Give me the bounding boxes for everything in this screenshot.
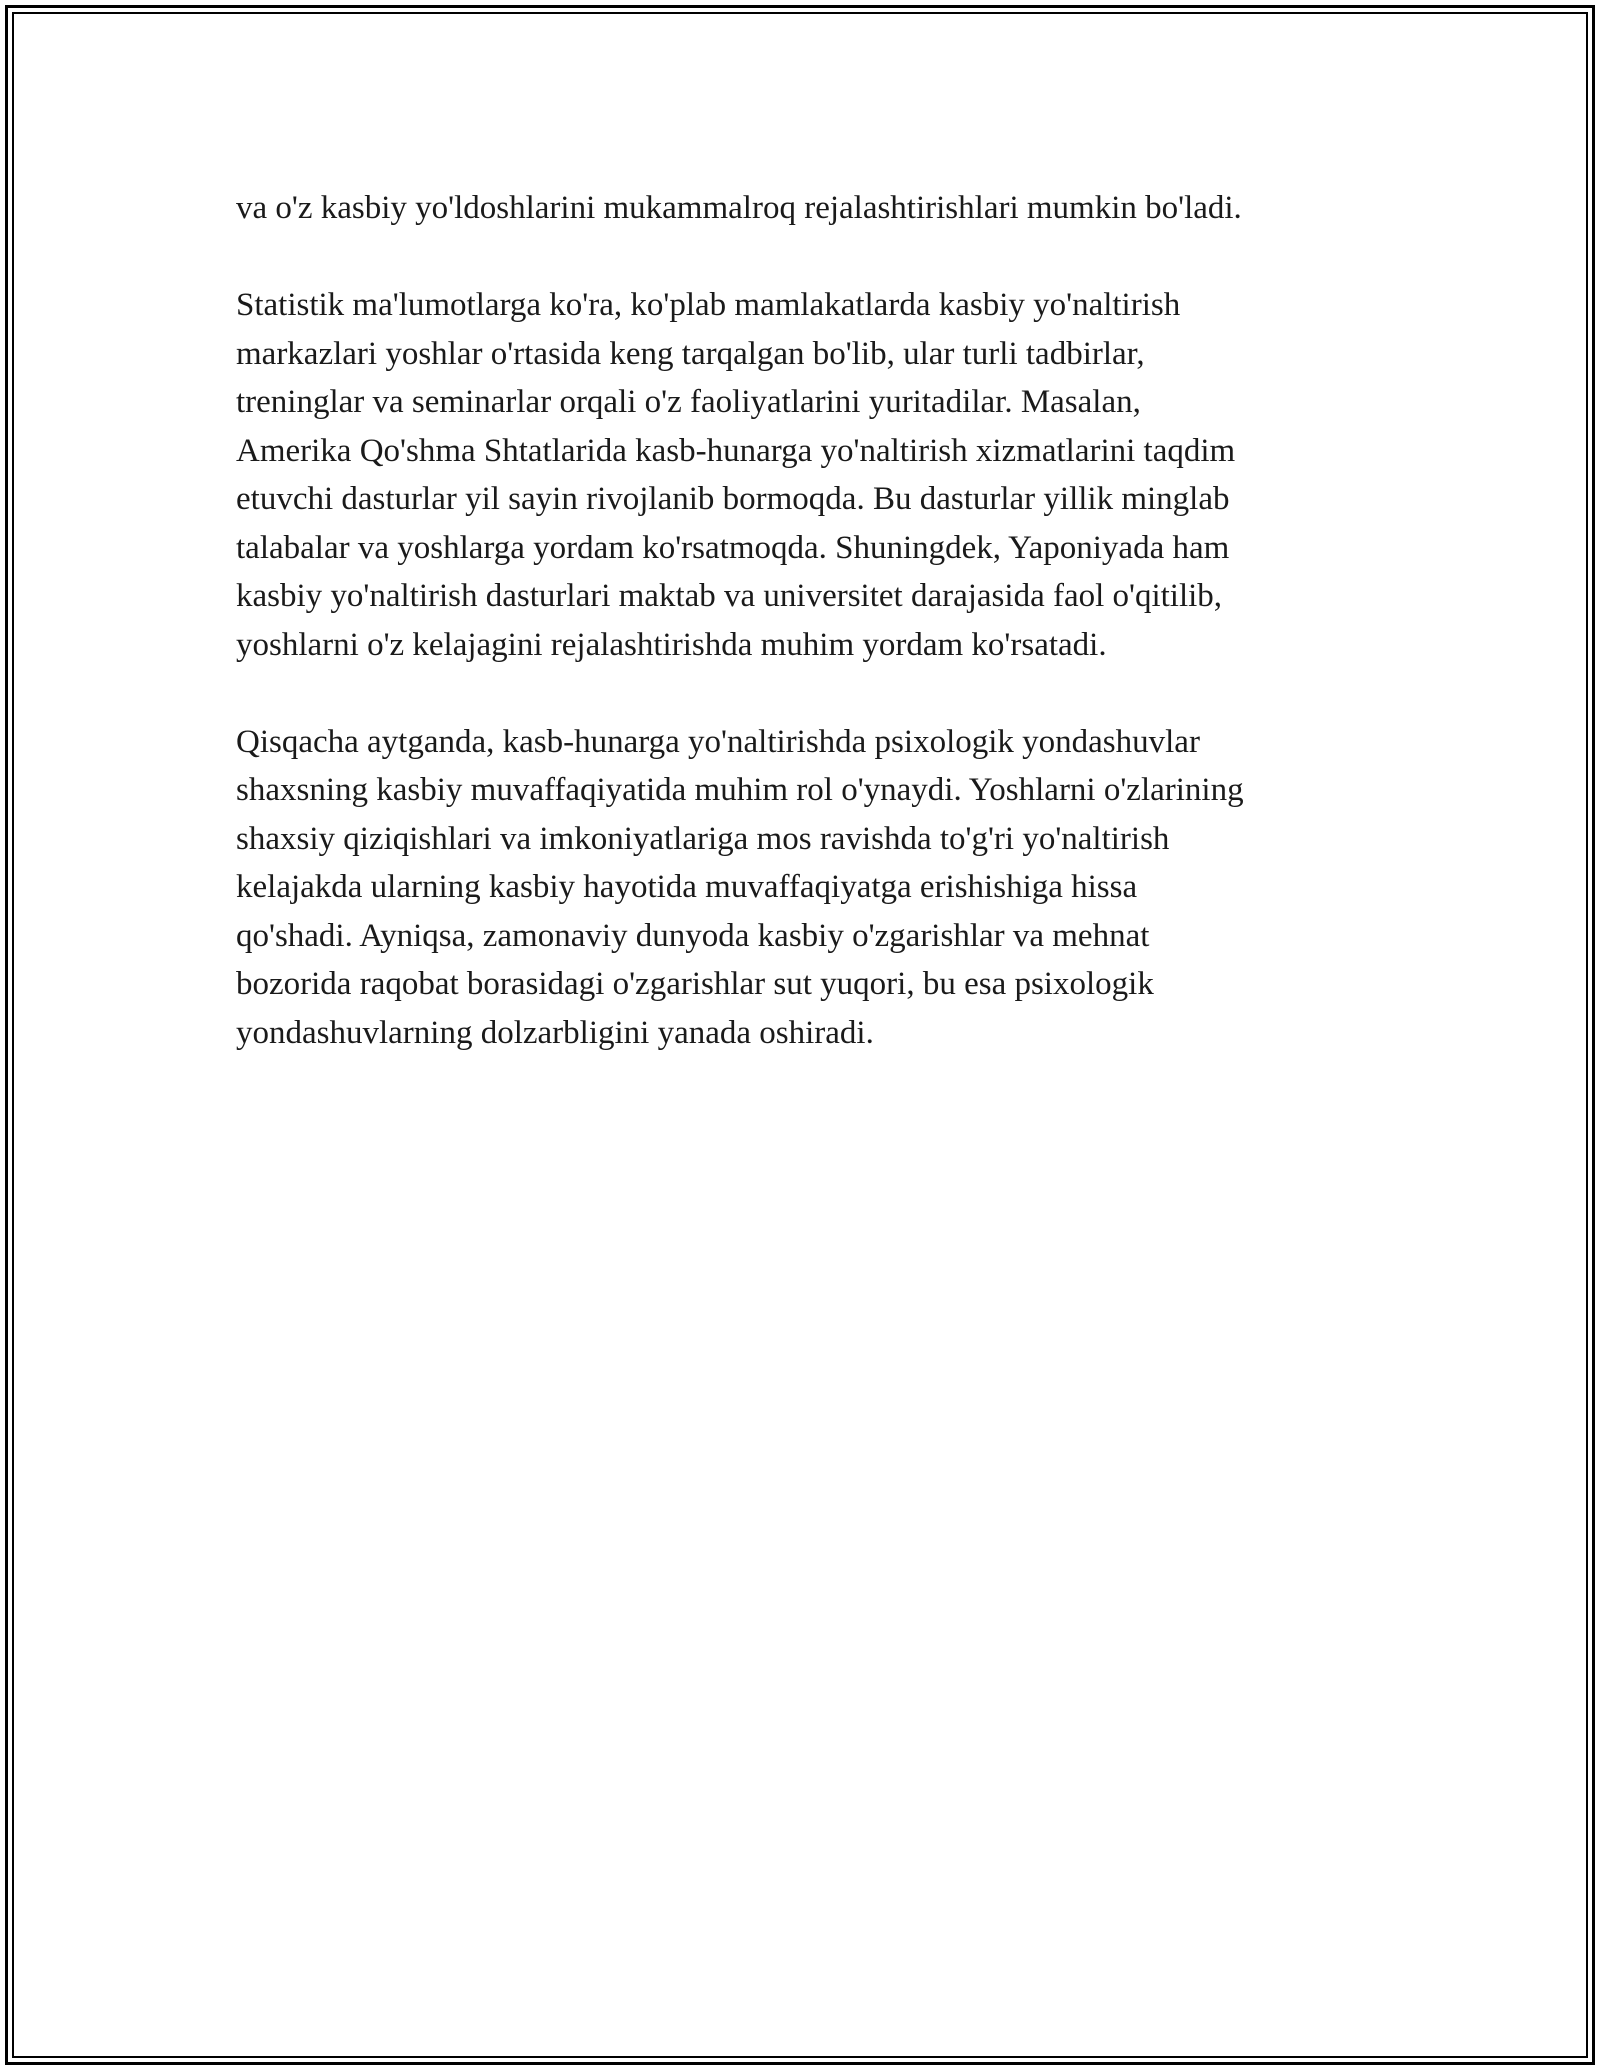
paragraph-continuation: va o'z kasbiy yo'ldoshlarini mukammalroq rejalashtirishlari mumkin bo'ladi. [236, 190, 1242, 226]
document-body [236, 184, 1386, 1057]
paragraph-statistics: Statistik ma'lumotlarga ko'ra, ko'plab mamlakatlarda kasbiy yo'naltirish markazlari yoshlar o'rtasida keng tarqalgan bo'lib, ular turli tadbirlar, treninglar va seminarlar orqali o'z faoliyatlarini yuritadilar. Masalan, Amerika Qo'shma Shtatlarida kasb-hunarga yo'naltirish xizmatlarini taqdim etuvchi dasturlar yil sayin rivojlanib bormoqda. Bu dasturlar yillik minglab talabalar va yoshlarga yordam ko'rsatmoqda. Shuningdek, Yaponiyada ham kasbiy yo'naltirish dasturlari maktab va universitet darajasida faol o'qitilib, yoshlarni o'z kelajagini rejalashtirishda muhim yordam ko'rsatadi. [236, 287, 1236, 663]
paragraph-conclusion: Qisqacha aytganda, kasb-hunarga yo'naltirishda psixologik yondashuvlar shaxsning kasbiy muvaffaqiyatida muhim rol o'ynaydi. Yoshlarni o'zlarining shaxsiy qiziqishlari va imkoniyatlariga mos ravishda to'g'ri yo'naltirish kelajakda ularning kasbiy hayotida muvaffaqiyatga erishishiga hissa qo'shadi. Ayniqsa, zamonaviy dunyoda kasbiy o'zgarishlar va mehnat bozorida raqobat borasidagi o'zgarishlar sut yuqori, bu esa psixologik yondashuvlarning dolzarbligini yanada oshiradi. [236, 723, 1244, 1051]
